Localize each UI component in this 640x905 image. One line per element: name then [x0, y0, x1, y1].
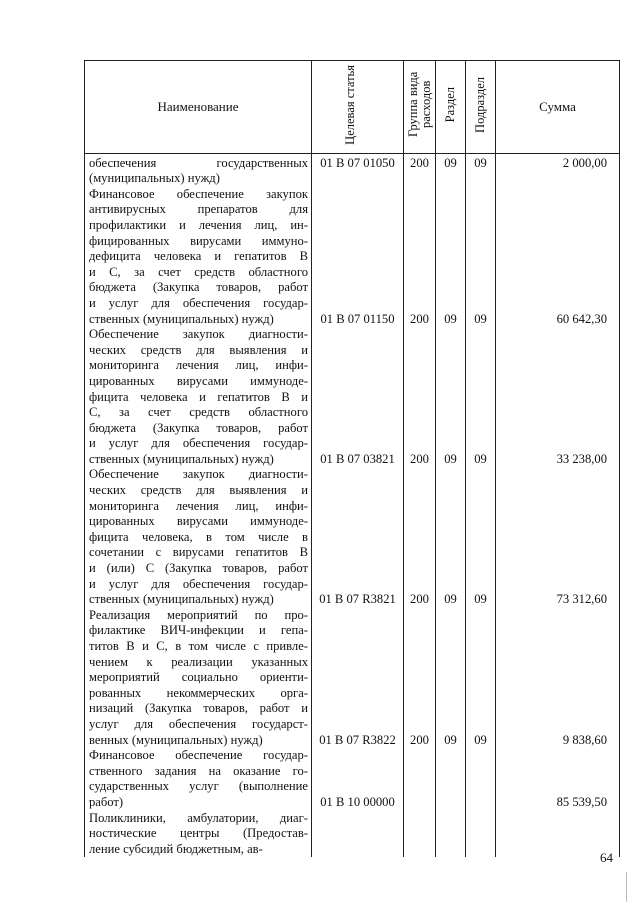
row-section: 09 — [436, 467, 466, 607]
table-row — [85, 187, 620, 327]
name-line: Поликлиники, амбулатории, диаг- — [89, 810, 308, 825]
name-line: и (или) С (Закупка товаров, работ — [89, 561, 308, 576]
name-line: цированных вирусами иммуноде- — [89, 514, 308, 529]
name-line: Обеспечение закупок диагности- — [89, 467, 308, 482]
name-line: цированных вирусами иммуноде- — [89, 373, 308, 388]
row-sum: 33 238,00 — [496, 327, 620, 467]
row-subsection — [466, 748, 496, 810]
row-target — [312, 811, 404, 858]
name-line: антивирусных препаратов для — [89, 202, 308, 217]
name-line: мероприятий социально ориенти- — [89, 670, 308, 685]
row-name — [85, 153, 312, 187]
row-group — [404, 811, 436, 858]
row-group: 200 — [404, 608, 436, 748]
header-group: Группа вида расходов — [404, 61, 436, 154]
row-sum: 9 838,60 — [496, 608, 620, 748]
name-line: низаций (Закупка товаров, работ и — [89, 701, 308, 716]
table-header — [85, 61, 620, 154]
name-line: и услуг для обеспечения государ- — [89, 295, 308, 310]
row-group: 200 — [404, 187, 436, 327]
name-line: филактике ВИЧ-инфекции и гепа- — [89, 623, 308, 638]
name-line: Реализация мероприятий по про- — [89, 607, 308, 622]
row-name — [85, 187, 312, 327]
name-line: ческих средств для выявления и — [89, 342, 308, 357]
name-line: ческих средств для выявления и — [89, 483, 308, 498]
row-group — [404, 748, 436, 810]
name-line: венных (муниципальных) нужд) — [89, 732, 263, 747]
row-subsection: 09 — [466, 467, 496, 607]
row-target: 01 В 07 01150 — [312, 187, 404, 327]
row-target: 01 В 07 R3821 — [312, 467, 404, 607]
name-line: ственных (муниципальных) нужд) — [89, 311, 274, 326]
name-line: ление субсидий бюджетным, ав- — [89, 841, 263, 856]
row-sum: 73 312,60 — [496, 467, 620, 607]
table-row — [85, 608, 620, 748]
name-line: бюджета (Закупка товаров, работ — [89, 280, 308, 295]
table-row — [85, 327, 620, 467]
table-row — [85, 467, 620, 607]
row-target: 01 В 07 01050 — [312, 153, 404, 187]
name-line: ностические центры (Предостав- — [89, 826, 308, 841]
name-line: С, за счет средств областного — [89, 405, 308, 420]
name-line: (муниципальных) нужд) — [89, 171, 220, 186]
name-line: ственных (муниципальных) нужд) — [89, 451, 274, 466]
name-line: бюджета (Закупка товаров, работ — [89, 420, 308, 435]
name-line: и С, за счет средств областного — [89, 264, 308, 279]
row-group: 200 — [404, 153, 436, 187]
name-line: ственных (муниципальных) нужд) — [89, 592, 274, 607]
name-line: дефицита человека и гепатитов В — [89, 249, 308, 264]
name-line: чением к реализации указанных — [89, 654, 308, 669]
name-line: мониторинга лечения лиц, инфи- — [89, 498, 308, 513]
row-section: 09 — [436, 153, 466, 187]
row-sum: 2 000,00 — [496, 153, 620, 187]
header-target: Целевая статья — [312, 61, 404, 154]
name-line: ственного задания на оказание го- — [89, 763, 308, 778]
header-section: Раздел — [436, 61, 466, 154]
row-target: 01 В 07 03821 — [312, 327, 404, 467]
row-section: 09 — [436, 327, 466, 467]
name-line: Обеспечение закупок диагности- — [89, 327, 308, 342]
name-line: фицированных вирусами иммуно- — [89, 233, 308, 248]
row-subsection: 09 — [466, 608, 496, 748]
header-sum: Сумма — [496, 61, 620, 154]
name-line: услуг для обеспечения государст- — [89, 716, 308, 731]
row-subsection — [466, 811, 496, 858]
row-group: 200 — [404, 327, 436, 467]
name-line: профилактики и лечения лиц, ин- — [89, 217, 308, 232]
row-section — [436, 811, 466, 858]
row-target: 01 В 10 00000 — [312, 748, 404, 810]
row-sum: 60 642,30 — [496, 187, 620, 327]
name-line: и услуг для обеспечения государ- — [89, 576, 308, 591]
row-name — [85, 748, 312, 810]
row-name — [85, 608, 312, 748]
row-subsection: 09 — [466, 327, 496, 467]
name-line: работ) — [89, 794, 124, 809]
row-section: 09 — [436, 187, 466, 327]
row-sum: 85 539,50 — [496, 748, 620, 810]
row-target: 01 В 07 R3822 — [312, 608, 404, 748]
budget-table — [84, 60, 620, 857]
name-line: и услуг для обеспечения государ- — [89, 436, 308, 451]
table-body — [85, 153, 620, 857]
name-line: фицита человека и гепатитов В и — [89, 389, 308, 404]
name-line: мониторинга лечения лиц, инфи- — [89, 358, 308, 373]
table-row — [85, 748, 620, 810]
name-line: сударственных услуг (выполнение — [89, 779, 308, 794]
margin-mark — [626, 872, 627, 902]
row-group: 200 — [404, 467, 436, 607]
name-line: обеспечения государственных — [89, 155, 308, 170]
name-line: Финансовое обеспечение закупок — [89, 186, 308, 201]
row-section: 09 — [436, 608, 466, 748]
row-name — [85, 811, 312, 858]
header-subsection: Подраздел — [466, 61, 496, 154]
name-line: фицита человека, в том числе в — [89, 529, 308, 544]
header-name: Наименование — [85, 61, 312, 154]
row-name — [85, 327, 312, 467]
page-number: 64 — [600, 850, 613, 865]
table-row — [85, 811, 620, 858]
name-line: титов В и С, в том числе с привле- — [89, 639, 308, 653]
row-subsection: 09 — [466, 187, 496, 327]
row-name — [85, 467, 312, 607]
table-row — [85, 153, 620, 187]
row-subsection: 09 — [466, 153, 496, 187]
row-section — [436, 748, 466, 810]
name-line: сочетании с вирусами гепатитов В — [89, 545, 308, 560]
name-line: рованных некоммерческих орга- — [89, 685, 308, 700]
name-line: Финансовое обеспечение государ- — [89, 748, 308, 763]
